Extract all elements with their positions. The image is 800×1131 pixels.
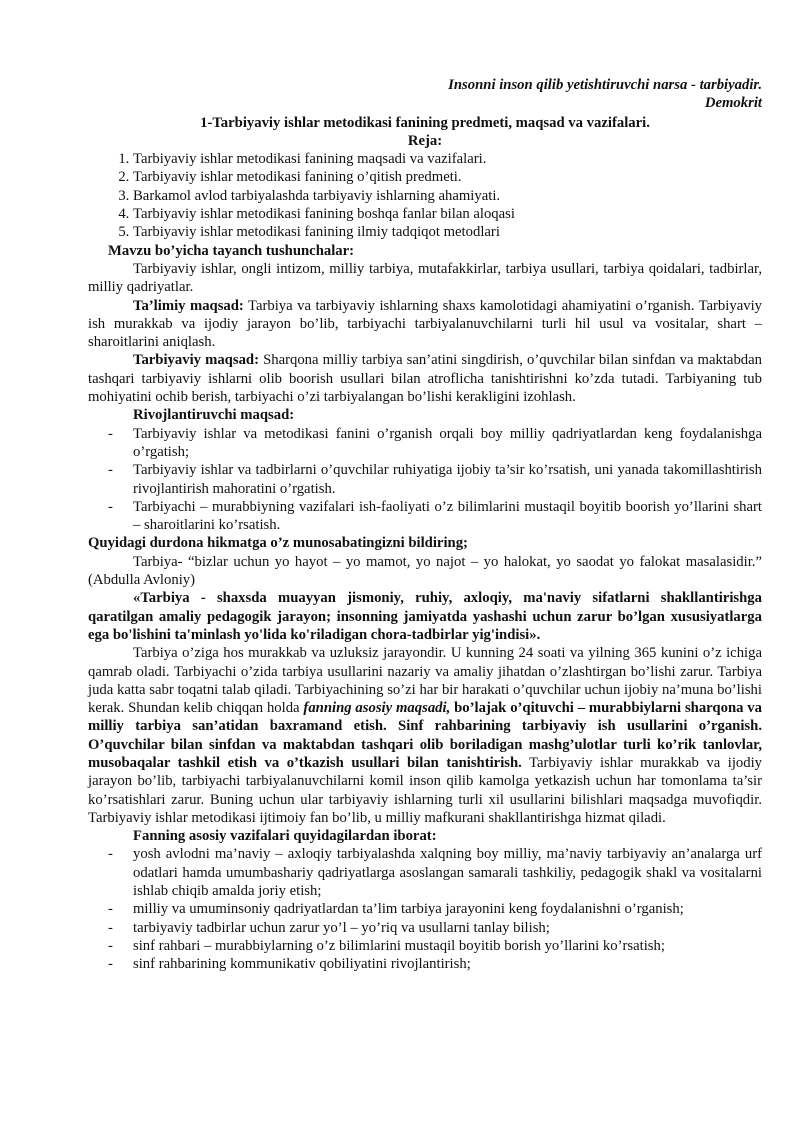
tasks-heading: Fanning asosiy vazifalari quyidagilardan iborat: [133,828,437,845]
educational-goal-label: Ta’limiy maqsad: [133,297,244,314]
list-item [88,498,762,535]
developmental-goal-heading: Rivojlantiruvchi maqsad: [133,407,295,424]
main-paragraph-bold: bo’lajak o’qituvchi – murabbiylarni sharqona va milliy tarbiya san’atidan baxramand etish. Sinf rahbarining tarbiyaviy ish usullarini o’rganish. O’quvchilar bilan sinfdan va maktabdan tashqari olib boriladigan mashg’ulotlar turli ko’rik tanlovlar, musobaqalar tashkil etish va o’tkazish usullari bilan tanishtirish. [88,700,762,771]
plan-item: 5. Tarbiyaviy ishlar metodikasi fanining ilmiy tadqiqot metodlari [133,223,762,241]
task-item: tarbiyaviy tadbirlar uchun zarur yo’l – yo’riq va usullarni tanlay bilish; [133,919,550,936]
plan-item: 3. Barkamol avlod tarbiyalashda tarbiyaviy ishlarning ahamiyati. [133,187,762,205]
bullet-dash: - [108,425,113,442]
document-title: 1-Tarbiyaviy ishlar metodikasi fanining predmeti, maqsad va vazifalari. [200,114,650,131]
bullet-dash: - [108,937,113,954]
list-item [88,425,762,462]
bullet-dash: - [108,919,113,936]
upbringing-goal-paragraph [88,351,762,406]
main-paragraph [88,644,762,827]
tarbiya-definition: «Tarbiya - shaxsda muayyan jismoniy, ruhiy, axloqiy, ma'naviy sifatlarni shakllantirishga qaratilgan amaliy pedagogik jarayon; insonning jamiyatda yashashi uchun zarur bo’lgan xususiyatlarga ega bo'lishini ta'minlash yo'lida ko'riladigan chora-tadbirlar yig'indisi». [88,590,762,643]
task-item: sinf rahbarining kommunikativ qobiliyatini rivojlantirish; [133,956,471,973]
list-item [88,900,762,918]
concepts-text: Tarbiyaviy ishlar, ongli intizom, milliy tarbiya, mutafakkirlar, tarbiya usullari, tarbiya qoidalari, tadbirlar, milliy qadriyatlar. [88,260,762,296]
wisdom-quote: Tarbiya- “bizlar uchun yo hayot – yo mamot, yo najot – yo halokat, yo saodat yo falokat masalasidir.” (Abdulla Avloniy) [88,553,762,589]
bullet-dash: - [108,846,113,863]
task-item: yosh avlodni ma’naviy – axloqiy tarbiyalashda xalqning boy milliy, ma’naviy tarbiyaviy an’analarga urf odatlari hamda umumbashariy qadriyatlarga asoslangan samarali tashkiliy, pedagogik shakl va vositalarni ishlab chiqib amalda joriy etish; [133,846,762,900]
plan-item: 1. Tarbiyaviy ishlar metodikasi fanining maqsadi va vazifalari. [133,150,762,168]
educational-goal-paragraph [88,297,762,352]
bullet-dash: - [108,498,113,515]
list-item [88,955,762,973]
main-paragraph-part1: Tarbiya o’ziga hos murakkab va uzluksiz jarayondir. U kunning 24 soati va yilning 365 kunini o’z ichiga qamrab oladi. Tarbiyachi o’zida tarbiya usullarini nazariy va amaliy jihatdan o’zlashtirgan bo’lishi zarur. Tarbiya juda katta sabr toqatni talab qiladi. Tarbiyachining so’zi har bir harakati o’quvchilar uchun ijobiy na’muna bo’lishi kerak. Shundan kelib chiqqan holda [88,645,762,717]
epigraph-author: Demokrit [704,95,762,112]
developmental-goal-item: Tarbiyaviy ishlar va metodikasi fanini o’rganish orqali boy milliy qadriyatlardan keng foydalanishga o’rgatish; [133,425,762,460]
list-item [88,919,762,937]
concepts-heading: Mavzu bo’yicha tayanch tushunchalar: [108,242,355,259]
bullet-dash: - [108,901,113,918]
main-paragraph-part2: Tarbiyaviy ishlar murakkab va ijodiy jarayon bo’lib, tarbiyachi tarbiyalanuvchilarni komil inson qilib kamolga yetkazish uchun har tomonlama ta’sir ko’rsatishlari zarur. Buning uchun ular tarbiyaviy ishlarning turli xil usullarini bilishlari maqsadga muvofiqdir. Tarbiyaviy ishlar metodikasi ijtimoiy fan bo’lib, u milliy mafkurani shakllantirishga hizmat qiladi. [88,754,763,826]
upbringing-goal-text: Sharqona milliy tarbiya san’atini singdirish, o’quvchilar bilan sinfdan va maktabdan tashqari tarbiyaviy ishlarni olib boorish usullari bilan atroflicha tanishtirishni ko’zda tutadi. Tarbiyaning tub mohiyatini ochib berish, tarbiyachi o’zi tarbiyalangan bo’lishi kerakligini izohlash. [88,352,762,406]
list-item [88,937,762,955]
plan-item: 2. Tarbiyaviy ishlar metodikasi fanining o’qitish predmeti. [133,168,762,186]
developmental-goal-item: Tarbiyachi – murabbiyning vazifalari ish-faoliyati o’z bilimlarini mustaqil boyitib boorish yo’llarini shart – sharoitlarini ko’rsatish. [133,498,762,534]
list-item [88,845,762,900]
educational-goal-text: Tarbiya va tarbiyaviy ishlarning shaxs kamolotidagi ahamiyatini o’rganish. Tarbiyaviy ish murakkab va ijodiy jarayon bo’lib, tarbiyachi tarbiyalanuvchilarni turli hil usul va vositalar, shart – sharoitlarini aniqlash. [88,297,762,351]
developmental-goal-item: Tarbiyaviy ishlar va tadbirlarni o’quvchilar ruhiyatiga ijobiy ta’sir ko’rsatish, uni yanada takomillashtirish rivojlantirish mahoratini o’rgatish. [133,462,762,497]
upbringing-goal-label: Tarbiyaviy maqsad: [133,352,259,369]
main-paragraph-emphasis: fanning asosiy maqsadi, [303,700,451,717]
document-page [88,76,762,974]
plan-heading: Reja: [407,132,443,149]
epigraph-quote: Insonni inson qilib yetishtiruvchi narsa - tarbiyadir. [448,77,762,93]
task-item: sinf rahbari – murabbiylarning o’z bilimlarini mustaqil boyitib borish yo’llarini ko’rsatish; [133,937,665,954]
list-item [88,461,762,498]
bullet-dash: - [108,956,113,973]
plan-list [88,150,762,241]
task-item: milliy va umuminsoniy qadriyatlardan ta’lim tarbiya jarayonini keng foydalanishni o’rganish; [133,901,684,918]
wisdom-heading: Quyidagi durdona hikmatga o’z munosabatingizni bildiring; [88,535,468,552]
plan-item: 4. Tarbiyaviy ishlar metodikasi fanining boshqa fanlar bilan aloqasi [133,205,762,223]
bullet-dash: - [108,462,113,479]
